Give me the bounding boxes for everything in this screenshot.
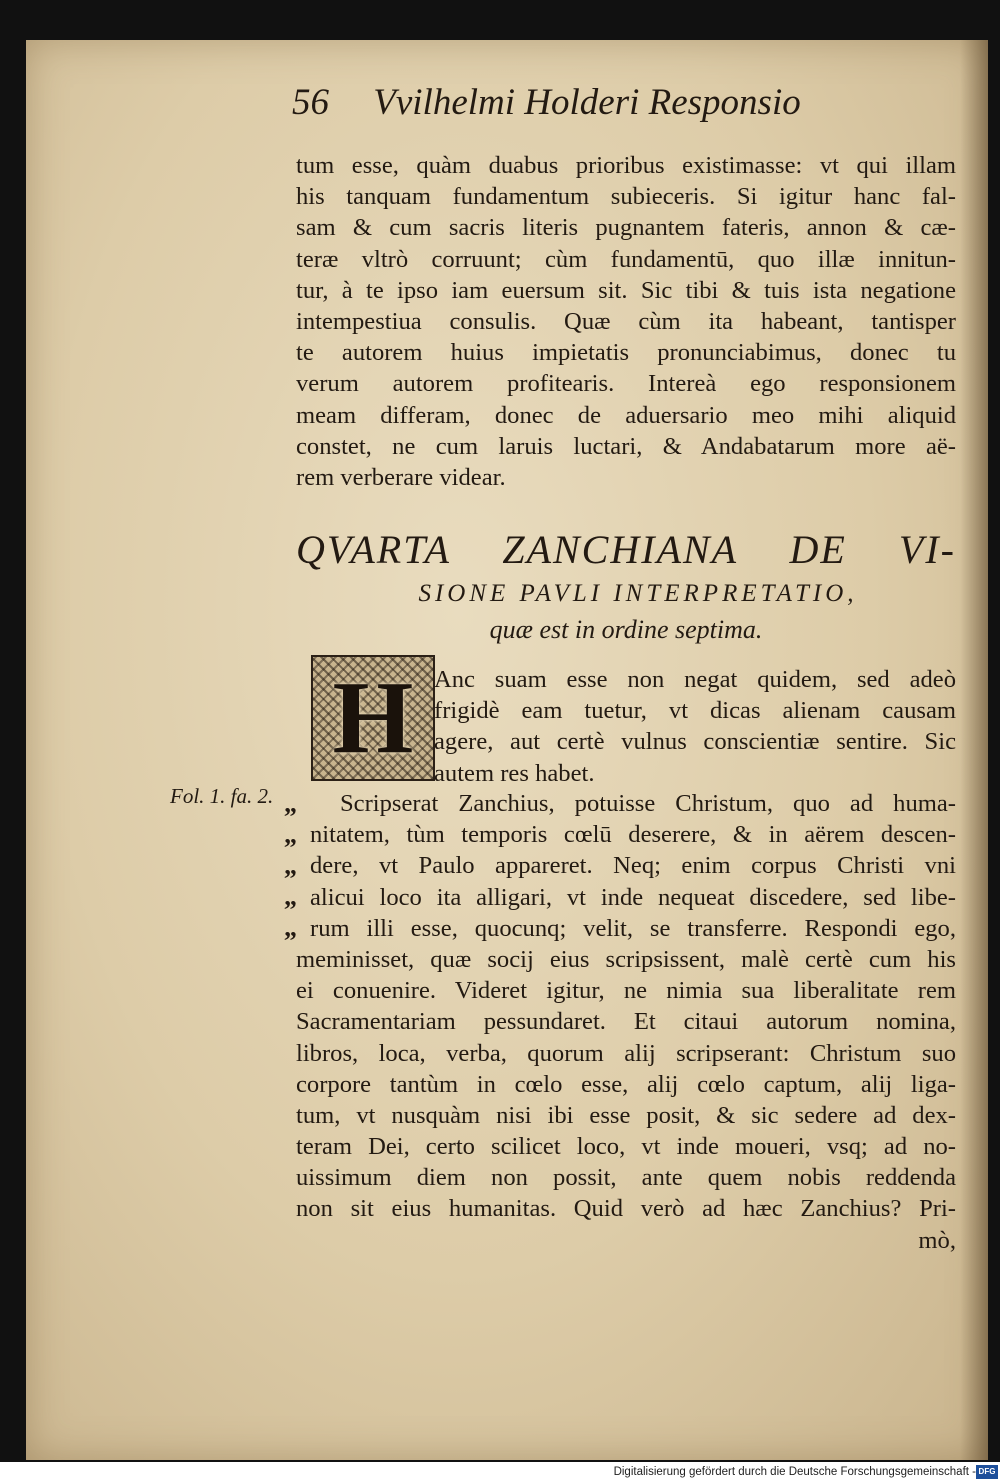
text-line: rum illi esse, quocunq; velit, se transferre. Respondi ego, xyxy=(310,914,956,942)
text-line: teræ vltrò corruunt; cùm fundamentū, quo illæ innitun- xyxy=(296,245,956,273)
text-line: agere, aut certè vulnus conscientiæ sentire. Sic xyxy=(434,728,956,756)
paragraph-2 xyxy=(296,788,956,1256)
page-edge-shadow xyxy=(960,40,988,1460)
text-line: sam & cum sacris literis pugnantem fateris, annon & cæ- xyxy=(296,214,956,242)
text-line: frigidè eam tuetur, vt dicas alienam causam xyxy=(434,697,956,725)
text-line: autem res habet. xyxy=(434,759,595,787)
paragraph-2-opening xyxy=(434,664,956,789)
heading-line-3: quæ est in ordine septima. xyxy=(489,615,763,644)
text-line: dere, vt Paulo appareret. Neq; enim corpus Christi vni xyxy=(310,852,956,880)
initial-letter: H xyxy=(332,660,414,775)
text-line: meminisset, quæ socij eius scripsissent, malè certè cum his xyxy=(296,945,956,973)
quote-mark: „ xyxy=(284,820,297,849)
running-head xyxy=(292,78,852,128)
quote-mark: „ xyxy=(284,789,297,818)
text-line: te autorem huius impietatis pronunciabimus, donec tu xyxy=(296,339,956,367)
paragraph-1 xyxy=(296,150,956,493)
text-line: intempestiua consulis. Quæ cùm ita habeant, tantisper xyxy=(296,307,956,335)
catchword: mò, xyxy=(918,1226,956,1254)
text-line: his tanquam fundamentum subieceris. Si igitur hanc fal- xyxy=(296,183,956,211)
heading-line-2: SIONE PAVLI INTERPRETATIO, xyxy=(418,580,858,607)
decorated-initial xyxy=(311,655,435,781)
quote-mark: „ xyxy=(284,851,297,880)
text-line: Anc suam esse non negat quidem, sed adeò xyxy=(434,666,956,693)
text-line: rem verberare videar. xyxy=(296,463,506,491)
text-line: uissimum diem non possit, ante quem nobis reddenda xyxy=(296,1164,956,1192)
text-line: tur, à te ipso iam euersum sit. Sic tibi & tuis ista negatione xyxy=(296,276,956,304)
text-line: Scripserat Zanchius, potuisse Christum, quo ad huma- xyxy=(340,790,956,817)
text-line: verum autorem profitearis. Intereà ego responsionem xyxy=(296,370,956,398)
page-number: 56 xyxy=(292,82,329,123)
dfg-logo-icon: DFG xyxy=(976,1465,998,1479)
footer-credit: Digitalisierung gefördert durch die Deutsche Forschungsgemeinschaft - xyxy=(613,1466,976,1478)
text-line: Sacramentariam pessundaret. Et citaui autorum nomina, xyxy=(296,1008,956,1036)
text-line: corpore tantùm in cœlo esse, alij cœlo captum, alij liga- xyxy=(296,1070,956,1098)
text-line: non sit eius humanitas. Quid verò ad hæc Zanchius? Pri- xyxy=(296,1195,956,1223)
text-line: tum esse, quàm duabus prioribus existimasse: vt qui illam xyxy=(296,152,956,179)
text-line: meam differam, donec de aduersario meo mihi aliquid xyxy=(296,401,956,429)
quote-mark: „ xyxy=(284,913,297,942)
text-line: tum, vt nusquàm nisi ibi esse posit, & sic sedere ad dex- xyxy=(296,1101,956,1129)
text-line: teram Dei, certo scilicet loco, vt inde moueri, vsq; ad no- xyxy=(296,1133,956,1161)
text-line: constet, ne cum laruis luctari, & Andabatarum more aë- xyxy=(296,432,956,460)
text-line: ei conuenire. Videret igitur, ne nimia sua liberalitate rem xyxy=(296,977,956,1005)
section-heading xyxy=(296,524,956,648)
quote-mark: „ xyxy=(284,882,297,911)
running-title: Vvilhelmi Holderi Responsio xyxy=(373,82,801,123)
margin-note: Fol. 1. fa. 2. xyxy=(170,784,274,808)
text-line: libros, loca, verba, quorum alij scripserant: Christum suo xyxy=(296,1039,956,1067)
text-line: alicui loco ita alligari, vt inde nequeat discedere, sed libe- xyxy=(310,883,956,911)
text-line: nitatem, tùm temporis cœlū deserere, & in aërem descen- xyxy=(310,821,956,849)
heading-line-1: QVARTA ZANCHIANA DE VI- xyxy=(296,527,956,572)
